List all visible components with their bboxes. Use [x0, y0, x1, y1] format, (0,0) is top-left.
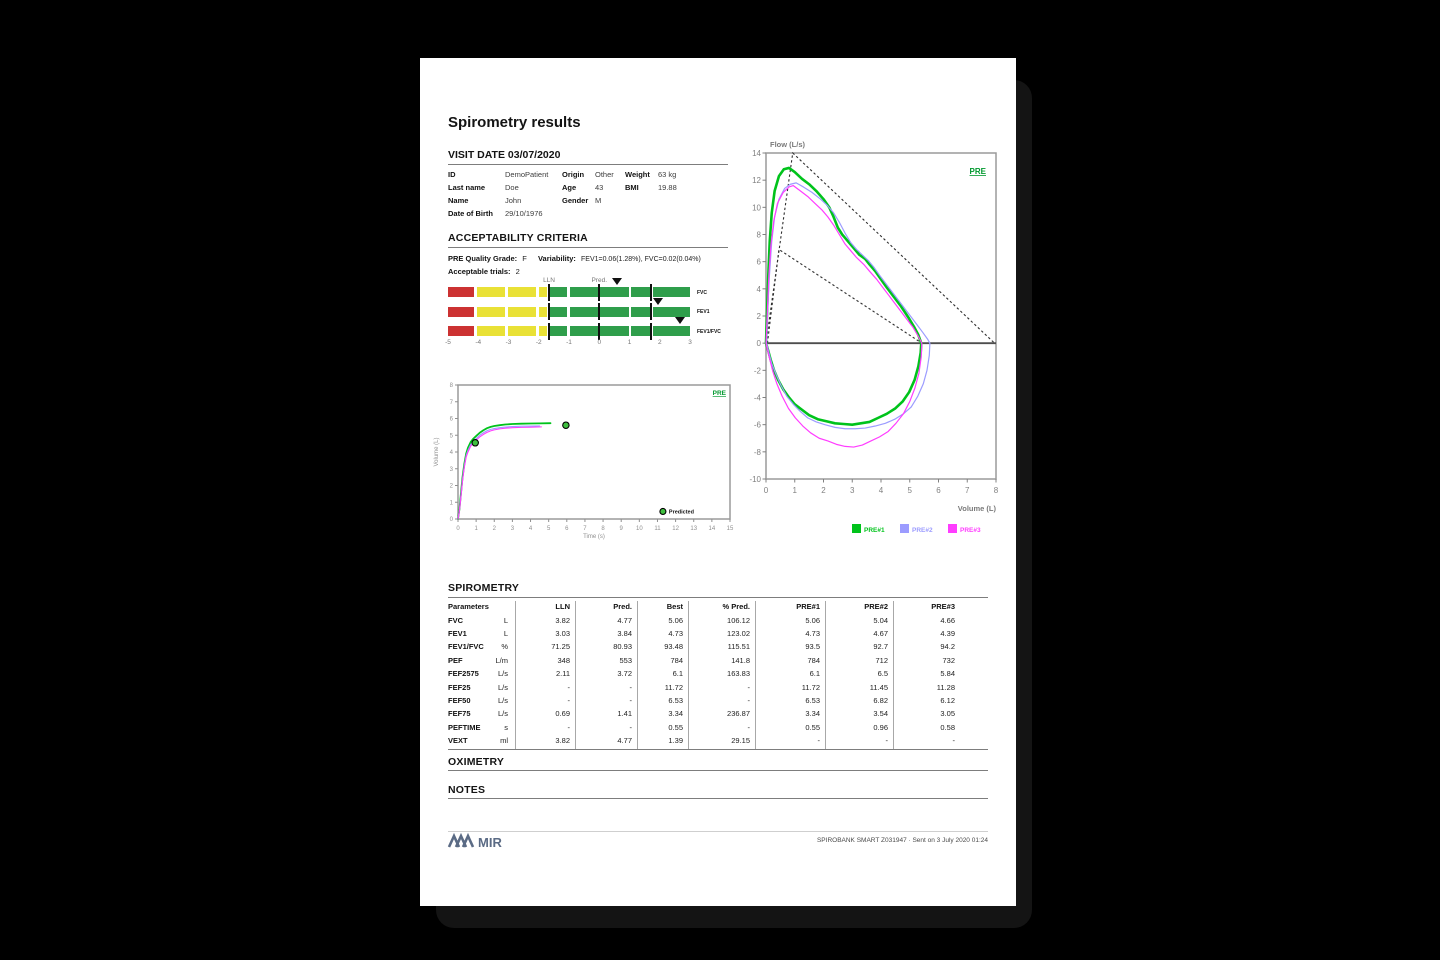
- acceptability-heading: ACCEPTABILITY CRITERIA: [448, 232, 588, 244]
- y-tick-label: 8: [756, 230, 761, 240]
- patient-field-label: Date of Birth: [448, 209, 493, 218]
- y-axis-title: Volume (L): [434, 437, 440, 467]
- x-tick-label: 10: [635, 526, 643, 532]
- x-tick-label: 8: [993, 486, 999, 495]
- flow-volume-chart: [740, 134, 1005, 544]
- legend-label: PRE#3: [960, 527, 981, 534]
- x-axis-title: Time (s): [583, 534, 605, 540]
- patient-field-value: 29/10/1976: [505, 209, 543, 218]
- table-value: 784: [807, 655, 820, 665]
- z-score-axis-tick: -2: [535, 339, 542, 346]
- bar-parameter-label: FEV1: [697, 309, 710, 315]
- table-value: 93.5: [805, 642, 820, 652]
- x-tick-label: 5: [907, 486, 912, 495]
- mir-logo: [448, 834, 518, 850]
- x-tick-label: 14: [708, 526, 716, 532]
- table-value: -: [567, 722, 570, 732]
- divider: [448, 597, 988, 598]
- y-tick-label: 2: [449, 483, 453, 490]
- table-param-name: FEF75: [448, 709, 471, 719]
- legend-label: PRE#1: [864, 527, 885, 534]
- bar-segment: [631, 287, 650, 297]
- patient-field-value: John: [505, 196, 522, 205]
- loop-PRE#3: [766, 186, 922, 447]
- x-tick-label: 11: [654, 526, 661, 532]
- x-tick-label: 13: [690, 526, 698, 532]
- table-param-unit: L: [503, 628, 508, 638]
- table-header: % Pred.: [722, 602, 750, 611]
- table-value: 3.05: [940, 709, 955, 719]
- bar-segment: [539, 307, 547, 317]
- z-score-axis-tick: -3: [505, 339, 512, 346]
- z-score-axis-tick: 0: [597, 339, 602, 346]
- table-value: 0.69: [555, 709, 570, 719]
- table-param-unit: ml: [500, 736, 508, 746]
- table-value: 0.58: [940, 722, 955, 732]
- bar-segment: [631, 326, 650, 336]
- table-value: 11.72: [664, 682, 683, 692]
- bar-segment: [549, 287, 567, 297]
- x-axis-title: Volume (L): [957, 504, 996, 513]
- z-score-axis-tick: 2: [657, 339, 662, 346]
- z-score-marker: [612, 278, 622, 285]
- table-value: 5.04: [873, 615, 888, 625]
- table-value: 348: [557, 655, 570, 665]
- patient-field-label: Origin: [562, 170, 585, 179]
- table-value: -: [747, 722, 750, 732]
- patient-field-value: 63 kg: [658, 170, 677, 179]
- ref-line-label: Pred.: [591, 277, 608, 284]
- table-value: 6.82: [873, 695, 888, 705]
- table-param-unit: L: [503, 615, 508, 625]
- predicted-legend-marker: [660, 508, 666, 514]
- ref-line-tick: [598, 323, 600, 340]
- table-param-name: PEFTIME: [448, 722, 481, 732]
- table-param-name: FEV1/FVC: [448, 642, 484, 652]
- table-value: 236.87: [727, 709, 750, 719]
- table-param-name: FEF2575: [448, 669, 479, 679]
- y-tick-label: -4: [753, 393, 761, 403]
- table-param-name: FEV1: [448, 628, 467, 638]
- table-value: 115.51: [727, 642, 750, 652]
- bar-segment: [477, 326, 505, 336]
- table-value: 1.41: [617, 709, 632, 719]
- table-value: -: [629, 695, 632, 705]
- table-header: LLN: [555, 602, 570, 611]
- table-param-unit: %: [501, 642, 508, 652]
- y-tick-label: 4: [756, 284, 761, 294]
- table-value: 11.72: [801, 682, 820, 692]
- table-value: 6.1: [672, 669, 683, 679]
- table-value: -: [629, 682, 632, 692]
- visit-date-heading: VISIT DATE 03/07/2020: [448, 149, 561, 161]
- patient-field-value: M: [595, 196, 602, 205]
- z-score-axis-tick: 3: [688, 339, 692, 346]
- table-value: 0.96: [873, 722, 888, 732]
- legend-swatch: [852, 524, 861, 533]
- x-tick-label: 7: [583, 526, 587, 532]
- table-value: 5.06: [805, 615, 820, 625]
- x-tick-label: 0: [456, 526, 460, 532]
- x-tick-label: 4: [878, 486, 884, 495]
- oximetry-heading: OXIMETRY: [448, 756, 505, 768]
- y-tick-label: 12: [752, 176, 761, 186]
- divider: [448, 798, 988, 799]
- bar-segment: [508, 287, 536, 297]
- table-param-name: FVC: [448, 615, 463, 625]
- table-header: PRE#1: [796, 602, 820, 611]
- predicted-dashed-line: [767, 249, 919, 343]
- y-tick-label: 0: [449, 517, 453, 523]
- y-tick-label: 8: [449, 383, 453, 389]
- bar-segment: [477, 287, 505, 297]
- table-param-name: FEF25: [448, 682, 471, 692]
- ref-line-tick: [650, 323, 652, 340]
- bar-segment: [448, 326, 474, 336]
- x-tick-label: 4: [528, 526, 533, 532]
- table-value: 163.83: [727, 669, 750, 679]
- patient-field-label: Name: [448, 196, 469, 205]
- quality-grade-value: F: [522, 254, 527, 263]
- y-tick-label: 4: [449, 450, 453, 456]
- y-tick-label: 1: [449, 500, 453, 507]
- quality-grade-label: PRE Quality Grade:: [448, 254, 518, 263]
- loop-PRE#1: [766, 168, 921, 425]
- table-param-name: VEXT: [448, 736, 468, 746]
- patient-field-label: Weight: [625, 170, 650, 179]
- predicted-dashed-line: [766, 153, 995, 343]
- predicted-legend-label: Predicted: [668, 509, 694, 516]
- x-tick-label: 2: [492, 526, 496, 532]
- y-tick-label: 3: [449, 466, 453, 473]
- variability-label: Variability:: [537, 254, 576, 263]
- table-value: 553: [619, 655, 632, 665]
- patient-field-label: BMI: [625, 183, 639, 192]
- y-tick-label: 6: [449, 416, 453, 423]
- bar-segment: [570, 307, 598, 317]
- series-PRE#3: [458, 427, 541, 519]
- y-tick-label: 14: [752, 149, 761, 158]
- table-value: 92.7: [873, 642, 888, 652]
- bar-parameter-label: FVC: [697, 289, 707, 296]
- table-value: 0.55: [668, 722, 683, 732]
- patient-field-label: ID: [448, 170, 456, 179]
- ref-line-tick: [548, 303, 550, 320]
- table-value: -: [885, 736, 888, 746]
- bar-segment: [448, 307, 474, 317]
- x-tick-label: 7: [965, 486, 970, 495]
- table-param-unit: s: [504, 722, 508, 732]
- table-value: 5.06: [668, 615, 683, 625]
- patient-field-value: Other: [595, 170, 614, 179]
- y-tick-label: 7: [449, 399, 453, 406]
- table-value: 4.39: [940, 628, 955, 638]
- table-value: 3.03: [555, 628, 570, 638]
- divider: [448, 770, 988, 771]
- bar-segment: [600, 326, 628, 336]
- table-value: 3.34: [805, 709, 820, 719]
- table-value: 6.5: [877, 669, 888, 679]
- acceptable-trials-label: Acceptable trials:: [448, 267, 511, 276]
- bar-segment: [631, 307, 650, 317]
- patient-field-label: Gender: [562, 196, 589, 205]
- table-column-separator: [688, 601, 689, 749]
- table-header: PRE#2: [864, 602, 888, 611]
- volume-time-chart: [430, 373, 740, 548]
- table-value: 11.45: [869, 682, 888, 692]
- table-value: 93.48: [664, 642, 683, 652]
- bar-segment: [570, 326, 598, 336]
- table-value: 6.53: [668, 695, 683, 705]
- table-value: 4.73: [668, 628, 683, 638]
- logo-peak: [463, 836, 473, 847]
- bar-segment: [653, 326, 690, 336]
- y-tick-label: 2: [756, 312, 761, 321]
- table-value: -: [629, 722, 632, 732]
- table-value: 784: [670, 655, 683, 665]
- table-value: -: [747, 682, 750, 692]
- bar-segment: [539, 287, 547, 297]
- table-value: 6.53: [805, 695, 820, 705]
- table-value: 3.84: [617, 628, 632, 638]
- table-param-name: FEF50: [448, 695, 471, 705]
- x-tick-label: 1: [792, 486, 797, 495]
- predicted-point: [563, 422, 569, 428]
- table-value: 29.15: [731, 736, 750, 746]
- table-value: 123.02: [727, 628, 750, 638]
- legend-swatch: [900, 524, 909, 533]
- z-score-axis-tick: -5: [445, 339, 451, 346]
- divider: [448, 247, 728, 248]
- acceptable-trials-value: 2: [515, 267, 520, 276]
- table-value: 71.25: [551, 642, 570, 652]
- table-param-unit: L/m: [495, 655, 508, 665]
- x-tick-label: 2: [821, 486, 826, 495]
- x-tick-label: 3: [850, 486, 855, 495]
- x-tick-label: 1: [474, 526, 478, 532]
- table-header: PRE#3: [931, 602, 955, 611]
- predicted-point: [472, 440, 478, 446]
- z-score-marker: [653, 298, 663, 305]
- bar-segment: [508, 307, 536, 317]
- ref-line-tick: [548, 323, 550, 340]
- patient-field-value: 19.88: [658, 183, 677, 192]
- series-PRE#2: [458, 426, 540, 519]
- patient-field-label: Age: [562, 183, 577, 192]
- table-value: 6.12: [940, 695, 955, 705]
- footer-divider: [448, 831, 988, 832]
- patient-field-value: Doe: [505, 183, 519, 192]
- divider: [448, 164, 728, 165]
- table-value: 1.39: [668, 736, 683, 746]
- legend-label: PRE#2: [912, 527, 933, 534]
- table-column-separator: [637, 601, 638, 749]
- x-tick-label: 12: [672, 526, 679, 532]
- plot-border: [458, 385, 730, 519]
- table-param-unit: L/s: [497, 669, 508, 679]
- x-tick-label: 8: [601, 526, 605, 532]
- table-column-separator: [893, 601, 894, 749]
- table-value: 3.34: [668, 709, 683, 719]
- y-tick-label: 10: [752, 203, 761, 213]
- table-value: 4.77: [617, 736, 632, 746]
- table-param-unit: L/s: [497, 695, 508, 705]
- table-header-parameters: Parameters: [448, 602, 489, 611]
- bar-segment: [508, 326, 536, 336]
- ref-line-label: LLN: [543, 277, 555, 284]
- y-tick-label: 0: [756, 339, 761, 349]
- bar-segment: [653, 307, 690, 317]
- table-value: 0.55: [805, 722, 820, 732]
- table-value: 3.72: [617, 669, 632, 679]
- bar-segment: [477, 307, 505, 317]
- table-value: 80.93: [613, 642, 632, 652]
- bar-parameter-label: FEV1/FVC: [697, 328, 721, 335]
- table-value: 106.12: [727, 615, 750, 625]
- table-value: 712: [875, 655, 888, 665]
- table-value: 141.8: [731, 655, 750, 665]
- bar-segment: [448, 287, 474, 297]
- chart-pre-label: PRE: [712, 390, 726, 397]
- report-page: [420, 58, 1016, 906]
- legend-swatch: [948, 524, 957, 533]
- table-value: 3.54: [873, 709, 888, 719]
- z-score-axis-tick: 1: [627, 339, 632, 346]
- table-value: 4.66: [940, 615, 955, 625]
- x-tick-label: 9: [619, 526, 623, 532]
- x-tick-label: 6: [936, 486, 941, 495]
- table-header: Pred.: [613, 602, 632, 611]
- acceptable-trials-line: [448, 267, 520, 276]
- table-value: -: [747, 695, 750, 705]
- y-tick-label: -8: [753, 447, 761, 457]
- table-value: 2.11: [555, 669, 570, 679]
- x-tick-label: 6: [565, 526, 569, 532]
- notes-heading: NOTES: [448, 784, 486, 796]
- z-score-axis-tick: -1: [566, 339, 572, 346]
- table-value: -: [817, 736, 820, 746]
- bar-segment: [653, 287, 690, 297]
- divider: [448, 749, 988, 750]
- bar-segment: [600, 307, 628, 317]
- y-axis-title: Flow (L/s): [770, 140, 805, 149]
- z-score-axis-tick: -4: [475, 339, 482, 346]
- table-value: 94.2: [940, 642, 955, 652]
- bar-segment: [600, 287, 628, 297]
- ref-line-tick: [548, 284, 550, 301]
- quality-grade-line: [448, 254, 701, 263]
- table-value: 4.73: [805, 628, 820, 638]
- patient-field-value: DemoPatient: [505, 170, 549, 179]
- table-column-separator: [515, 601, 516, 749]
- device-info: SPIROBANK SMART Z031947 · Sent on 3 July 2020 01:24: [816, 837, 988, 844]
- x-tick-label: 3: [510, 526, 515, 532]
- y-tick-label: 5: [449, 433, 453, 440]
- x-tick-label: 0: [763, 486, 769, 495]
- table-param-unit: L/s: [497, 682, 508, 692]
- ref-line-tick: [650, 303, 652, 320]
- loop-PRE#2: [767, 183, 930, 429]
- table-value: 6.1: [809, 669, 820, 679]
- chart-pre-label: PRE: [969, 167, 986, 176]
- series-PRE#1: [458, 423, 550, 519]
- variability-value: FEV1=0.06(1.28%), FVC=0.02(0.04%): [581, 256, 701, 263]
- bar-segment: [549, 307, 567, 317]
- table-param-name: PEF: [448, 655, 463, 665]
- table-value: 4.77: [617, 615, 632, 625]
- ref-line-tick: [598, 284, 600, 301]
- x-tick-label: 15: [726, 526, 734, 532]
- table-param-unit: L/s: [497, 709, 508, 719]
- table-column-separator: [755, 601, 756, 749]
- table-value: 11.28: [936, 682, 955, 692]
- spirometry-heading: SPIROMETRY: [448, 582, 520, 594]
- table-value: 4.67: [873, 628, 888, 638]
- ref-line-tick: [598, 303, 600, 320]
- table-value: 5.84: [940, 669, 955, 679]
- table-value: 3.82: [555, 615, 570, 625]
- table-value: 3.82: [555, 736, 570, 746]
- table-value: 732: [942, 655, 955, 665]
- table-header: Best: [666, 602, 683, 611]
- patient-field-label: Last name: [448, 183, 486, 192]
- report-title: Spirometry results: [448, 114, 581, 131]
- bar-segment: [539, 326, 547, 336]
- y-tick-label: -6: [753, 420, 761, 430]
- table-column-separator: [575, 601, 576, 749]
- x-tick-label: 5: [546, 526, 551, 532]
- z-score-marker: [675, 317, 685, 324]
- logo-text: MIR: [478, 835, 502, 850]
- y-tick-label: -10: [749, 475, 761, 484]
- table-value: -: [952, 736, 955, 746]
- patient-field-value: 43: [595, 183, 604, 192]
- y-tick-label: 6: [756, 257, 761, 267]
- bar-segment: [549, 326, 567, 336]
- y-tick-label: -2: [753, 366, 761, 376]
- bar-segment: [570, 287, 598, 297]
- table-column-separator: [825, 601, 826, 749]
- table-value: -: [567, 695, 570, 705]
- table-value: -: [567, 682, 570, 692]
